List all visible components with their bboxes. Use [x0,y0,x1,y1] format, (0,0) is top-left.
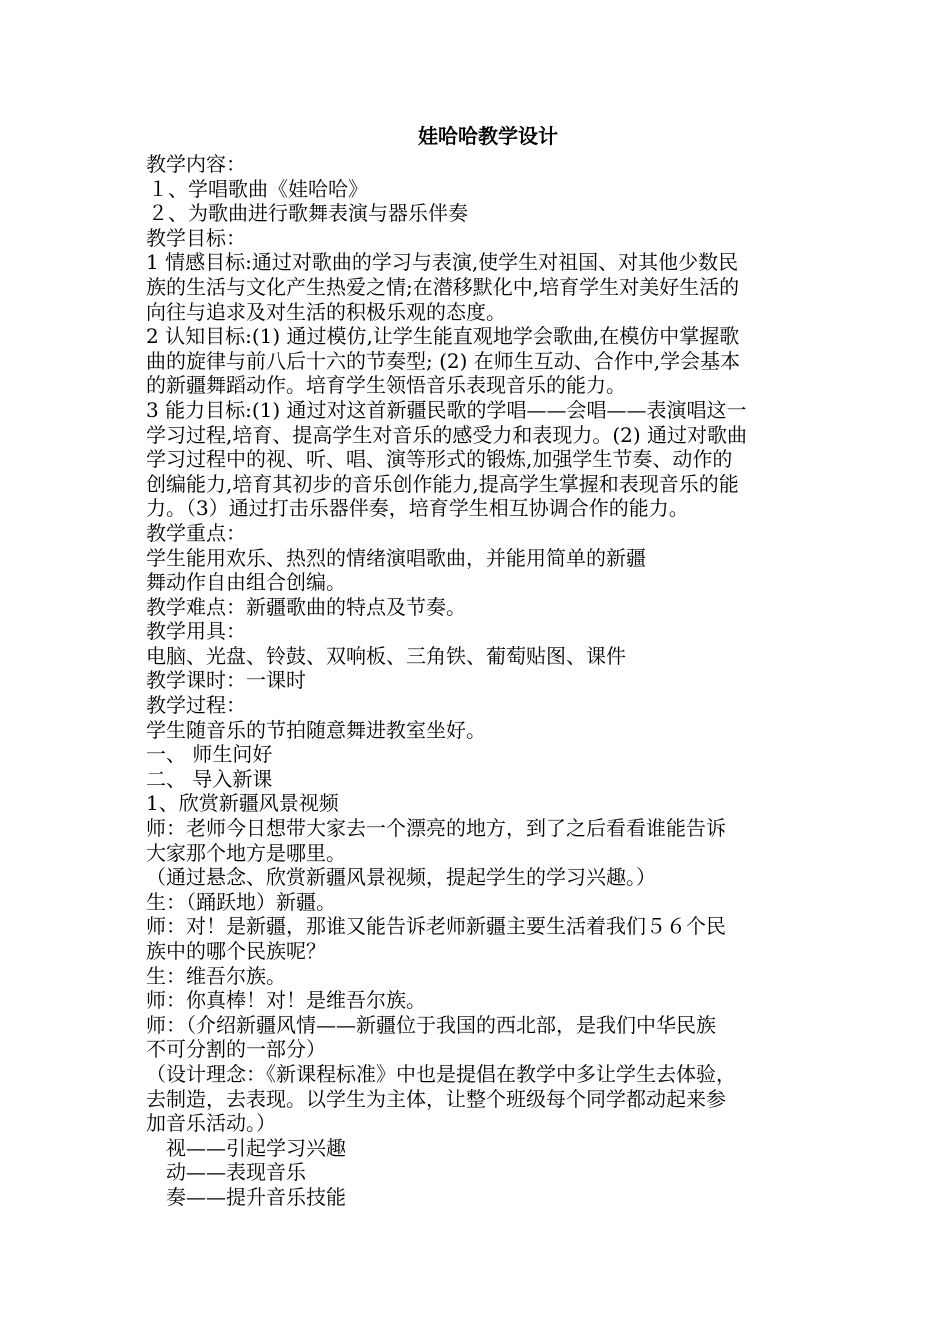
paragraph-line: 创编能力,培育其初步的音乐创作能力,提高学生掌握和表现音乐的能 [146,471,739,496]
section-heading-difficulty: 教学难点：新疆歌曲的特点及节奏。 [146,594,466,619]
section-heading-goals: 教学目标： [146,225,246,250]
paragraph-line: 1、欣赏新疆风景视频 [146,791,339,816]
dialogue-line: 师：你真棒！对！是维吾尔族。 [146,988,426,1013]
paragraph-line: 向往与追求及对生活的积极乐观的态度。 [146,299,506,324]
summary-item: 动——表现音乐 [166,1160,306,1185]
dialogue-line: 生：（踊跃地）新疆。 [146,889,336,914]
content-item-2: ２、为歌曲进行歌舞表演与器乐伴奏 [148,201,468,226]
paragraph-line: 舞动作自由组合创编。 [146,570,346,595]
section-heading-tools: 教学用具： [146,619,246,644]
paragraph-line: 学生能用欢乐、热烈的情绪演唱歌曲，并能用简单的新疆 [146,545,646,570]
dialogue-line: 大家那个地方是哪里。 [146,840,346,865]
section-heading-hours: 教学课时：一课时 [146,668,306,693]
document-body [146,152,830,1210]
paragraph-line: 曲的旋律与前八后十六的节奏型; (2) 在师生互动、合作中,学会基本 [146,348,741,373]
paragraph-line: 学习过程中的视、听、唱、演等形式的锻炼,加强学生节奏、动作的 [146,447,733,472]
paragraph-line: 学习过程,培育、提高学生对音乐的感受力和表现力。(2) 通过对歌曲 [146,422,748,447]
content-item-1: １、学唱歌曲《娃哈哈》 [148,176,368,201]
dialogue-line: 师：（介绍新疆风情——新疆位于我国的西北部，是我们中华民族 [146,1012,716,1037]
step-heading: 一、 师生问好 [146,742,273,767]
section-heading-content: 教学内容： [146,152,246,176]
paragraph-line: （设计理念：《新课程标准》中也是提倡在教学中多让学生去体验， [146,1061,736,1086]
paragraph-line: 电脑、光盘、铃鼓、双响板、三角铁、葡萄贴图、课件 [146,643,626,668]
paragraph-line: 的新疆舞蹈动作。培育学生领悟音乐表现音乐的能力。 [146,373,626,398]
dialogue-line: 不可分割的一部分） [146,1037,326,1062]
section-heading-process: 教学过程： [146,693,246,718]
dialogue-line: 族中的哪个民族呢？ [146,939,326,963]
summary-item: 视——引起学习兴趣 [166,1135,346,1160]
dialogue-line: 生：维吾尔族。 [146,963,286,988]
paragraph-line: 族的生活与文化产生热爱之情;在潜移默化中,培育学生对美好生活的 [146,274,740,299]
paragraph-line: 1 情感目标:通过对歌曲的学习与表演,使学生对祖国、对其他少数民 [146,250,739,275]
paragraph-line: 力。（3）通过打击乐器伴奏，培育学生相互协调合作的能力。 [146,496,689,521]
paragraph-line: 学生随音乐的节拍随意舞进教室坐好。 [146,717,486,742]
paragraph-line: 3 能力目标:(1) 通过对这首新疆民歌的学唱——会唱——表演唱这一 [146,397,747,422]
step-heading: 二、 导入新课 [146,766,273,791]
paragraph-line: （通过悬念、欣赏新疆风景视频，提起学生的学习兴趣。） [146,865,656,890]
paragraph-line: 去制造，去表现。以学生为主体，让整个班级每个同学都动起来参 [146,1086,726,1111]
document-title: 娃哈哈教学设计 [418,124,558,148]
paragraph-line: 加音乐活动。） [146,1111,276,1136]
section-heading-focus: 教学重点： [146,520,246,545]
paragraph-line: 2 认知目标:(1) 通过模仿,让学生能直观地学会歌曲,在模仿中掌握歌 [146,324,740,349]
dialogue-line: 师：老师今日想带大家去一个漂亮的地方，到了之后看看谁能告诉 [146,816,726,841]
summary-item: 奏——提升音乐技能 [166,1184,346,1209]
dialogue-line: 师：对！是新疆，那谁又能告诉老师新疆主要生活着我们５６个民 [146,914,726,939]
